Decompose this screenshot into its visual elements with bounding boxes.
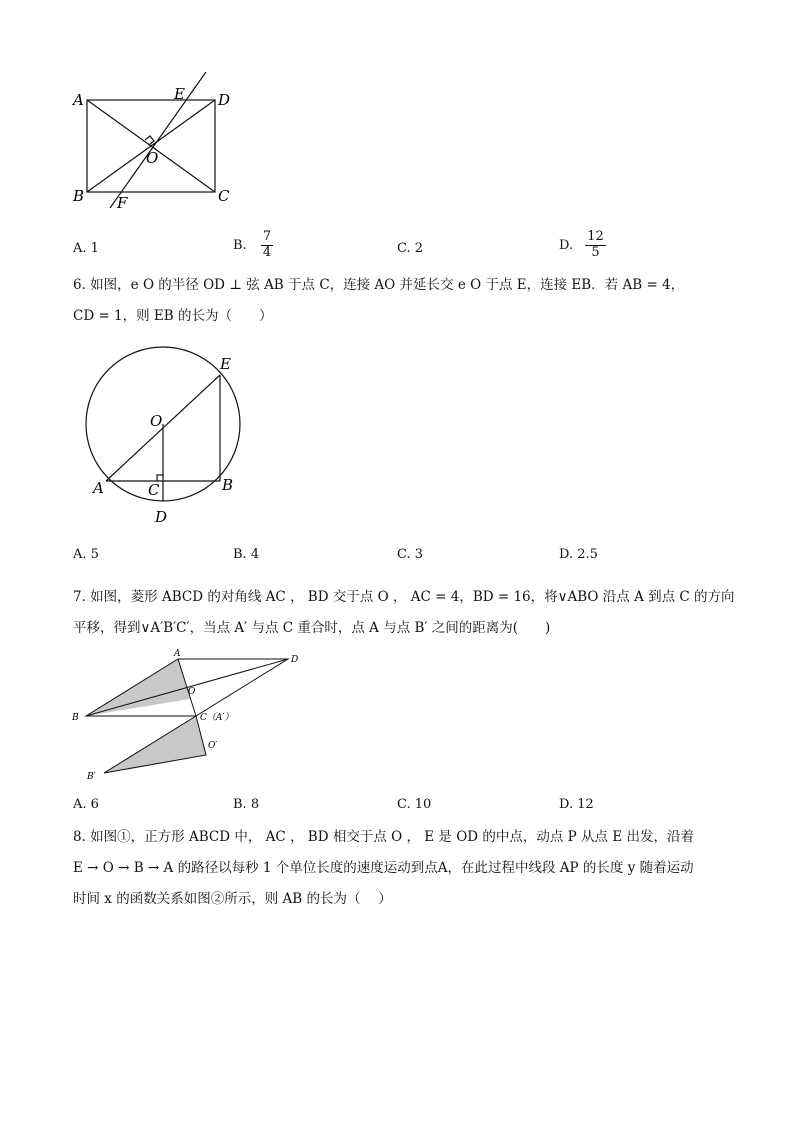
label-e: E — [174, 85, 185, 103]
q5-option-d — [559, 230, 606, 261]
q8-line-1: 8. 如图①，正方形 ABCD 中， AC ， BD 相交于点 O ， E 是 OD 的中点，动点 P 从点 E 出发，沿着 — [73, 829, 694, 845]
q6-line-1: 6. 如图，e O 的半径 OD ⊥ 弦 AB 于点 C，连接 AO 并延长交 e O 于点 E，连接 EB．若 AB = 4， — [73, 277, 685, 293]
rhombus-label-b-prime: B′ — [87, 772, 96, 782]
q6-option-a: A. 5 — [73, 547, 99, 562]
label-c: C — [218, 187, 230, 205]
q8-line-2: E → O → B → A 的路径以每秒 1 个单位长度的速度运动到点A，在此过程中线段 AP 的长度 y 随着运动 — [73, 860, 694, 876]
q7-line-2: 平移，得到∨A′B′C′，当点 A′ 与点 C 重合时，点 A 与点 B′ 之间的距离为( ) — [73, 620, 551, 636]
q6-option-c: C. 3 — [397, 547, 424, 562]
rhombus-label-d: D — [291, 655, 299, 665]
label-a: A — [73, 91, 84, 109]
figure-q7-rhombus — [66, 645, 316, 790]
figure-q6-circle — [72, 345, 272, 535]
q7-option-a: A. 6 — [73, 797, 99, 812]
q6-option-d: D. 2.5 — [559, 547, 598, 562]
circle-label-a: A — [93, 479, 104, 497]
q7-option-c: C. 10 — [397, 797, 432, 812]
rhombus-label-c-a-prime: C（A′） — [200, 713, 234, 723]
circle-label-c: C — [148, 481, 160, 499]
q7-option-b: B. 8 — [233, 797, 260, 812]
q7-line-1: 7. 如图，菱形 ABCD 的对角线 AC ， BD 交于点 O ， AC = 4，BD = 16，将∨ABO 沿点 A 到点 C 的方向 — [73, 589, 735, 605]
rhombus-label-o-prime: O′ — [208, 741, 218, 751]
rhombus-label-b: B — [72, 713, 79, 723]
label-o: O — [146, 149, 159, 167]
rhombus-label-o: O — [188, 687, 196, 697]
q5-option-b-fraction: $\frac{7}{4}$ — [262, 229, 272, 260]
circle-label-o: O — [150, 412, 163, 430]
rhombus-label-a: A — [174, 649, 181, 659]
q5-option-d-prefix: D. — [559, 237, 574, 253]
q5-option-d-fraction: $\frac{12}{5}$ — [587, 229, 604, 260]
q7-option-d: D. 12 — [559, 797, 594, 812]
circle-label-e: E — [220, 355, 231, 373]
q5-option-c: C. 2 — [397, 241, 424, 256]
q6-line-2: CD = 1，则 EB 的长为（ ） — [73, 308, 273, 324]
q5-option-b-prefix: B. — [233, 237, 247, 253]
figure-q5-rectangle — [60, 62, 260, 222]
q5-option-b — [233, 230, 273, 261]
label-d: D — [218, 91, 231, 109]
label-b: B — [73, 187, 85, 205]
q8-line-3: 时间 x 的函数关系如图②所示，则 AB 的长为（ ） — [73, 891, 392, 907]
label-f: F — [117, 194, 128, 212]
circle-label-b: B — [222, 476, 234, 494]
q5-option-a: A. 1 — [73, 241, 99, 256]
circle-label-d: D — [155, 508, 168, 526]
q6-option-b: B. 4 — [233, 547, 260, 562]
